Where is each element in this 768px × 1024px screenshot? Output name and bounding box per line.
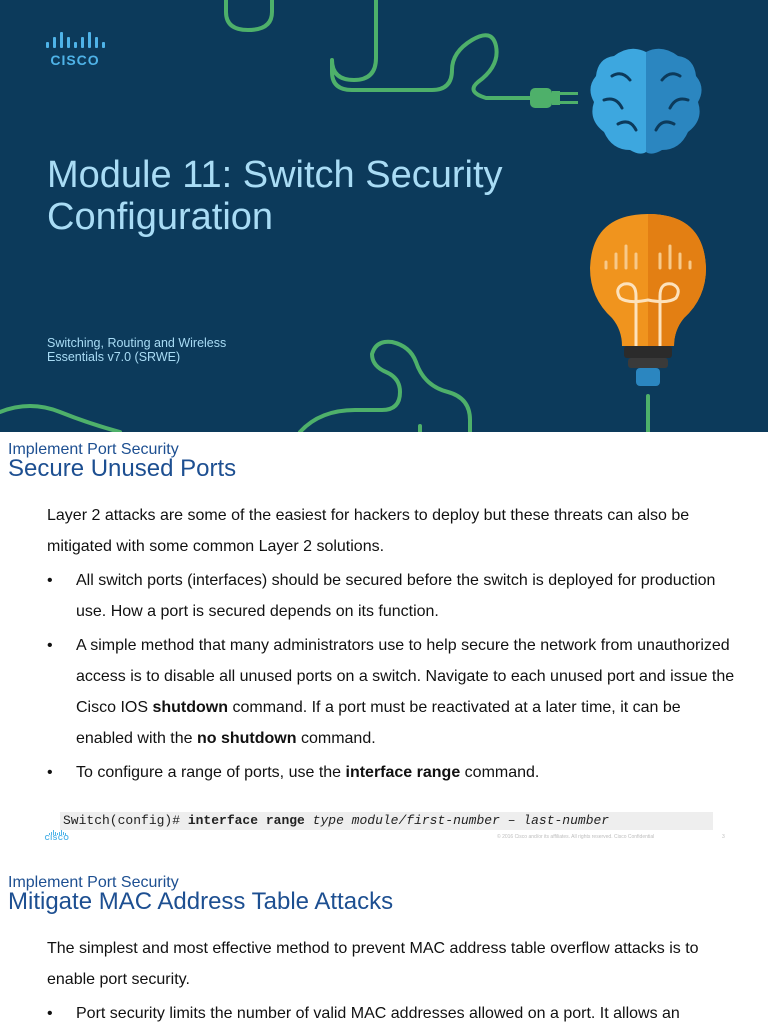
no-shutdown-keyword: no shutdown — [196, 730, 297, 747]
section-label: Implement Port Security — [8, 874, 179, 891]
bullet-list — [47, 998, 737, 1024]
bullet-icon: • — [47, 764, 53, 781]
list-item — [47, 998, 737, 1024]
brain-icon — [590, 49, 701, 154]
course-subtitle: Switching, Routing and Wireless Essentials v7.0 (SRWE) — [47, 336, 227, 364]
slide-mitigate-mac-attacks — [0, 852, 768, 1024]
command-keyword: interface range — [187, 813, 305, 828]
list-item — [47, 565, 737, 627]
bullet-list — [47, 565, 737, 791]
bullet-icon: • — [47, 572, 53, 589]
plug-icon — [530, 88, 578, 108]
slide-heading: Mitigate MAC Address Table Attacks — [8, 888, 394, 915]
circuit-line — [332, 0, 530, 98]
intro-paragraph: The simplest and most effective method to prevent MAC address table overflow attacks is to enable port security. — [47, 940, 699, 988]
circuit-line — [226, 0, 272, 30]
module-title: Module 11: Switch Security Configuration — [47, 154, 503, 238]
list-item — [47, 630, 737, 754]
footer-cisco-logo-icon — [43, 830, 71, 843]
intro-paragraph: Layer 2 attacks are some of the easiest for hackers to deploy but these threats can also be mitigated with some common Layer 2 solutions. — [47, 507, 690, 555]
logo-text: CISCO — [50, 52, 100, 68]
interface-range-keyword: interface range — [345, 764, 461, 781]
title-slide — [0, 0, 768, 432]
section-label: Implement Port Security — [8, 441, 179, 458]
bullet-text: Port security limits the number of valid MAC addresses allowed on a port. It allows an — [76, 1005, 680, 1022]
command-prompt: Switch(config)# — [63, 813, 188, 828]
bullet-icon: • — [47, 637, 53, 654]
circuit-line — [0, 406, 120, 432]
bullet-text: To configure a range of ports, use the — [76, 764, 346, 781]
command-syntax — [60, 812, 713, 830]
page-number: 3 — [722, 834, 725, 840]
copyright-notice: © 2016 Cisco and/or its affiliates. All rights reserved. Cisco Confidential — [497, 834, 655, 840]
bullet-text: All switch ports (interfaces) should be secured before the switch is deployed for production use. How a port is secured depends on its function. — [76, 572, 716, 620]
slide-heading: Secure Unused Ports — [8, 455, 237, 482]
lightbulb-icon — [590, 214, 706, 386]
bullet-text: command. — [460, 764, 540, 781]
bullet-text: command. — [296, 730, 376, 747]
bullet-text: command. If a port must be reactivated at a later time, it can be enabled with the — [76, 699, 681, 747]
command-arguments: type module/first-number – last-number — [304, 813, 610, 828]
footer-logo-text: CISCO — [44, 835, 70, 842]
shutdown-keyword: shutdown — [152, 699, 229, 716]
circuit-line — [300, 342, 470, 432]
slide-secure-unused-ports — [0, 432, 768, 852]
bullet-icon: • — [47, 1005, 53, 1022]
cisco-logo-icon — [40, 32, 110, 68]
bullet-text: A simple method that many administrators use to help secure the network from unauthorized access is to disable all unused ports on a switch. Navigate to each unused port and issue the Cisco IOS — [76, 637, 735, 716]
list-item — [47, 757, 737, 788]
